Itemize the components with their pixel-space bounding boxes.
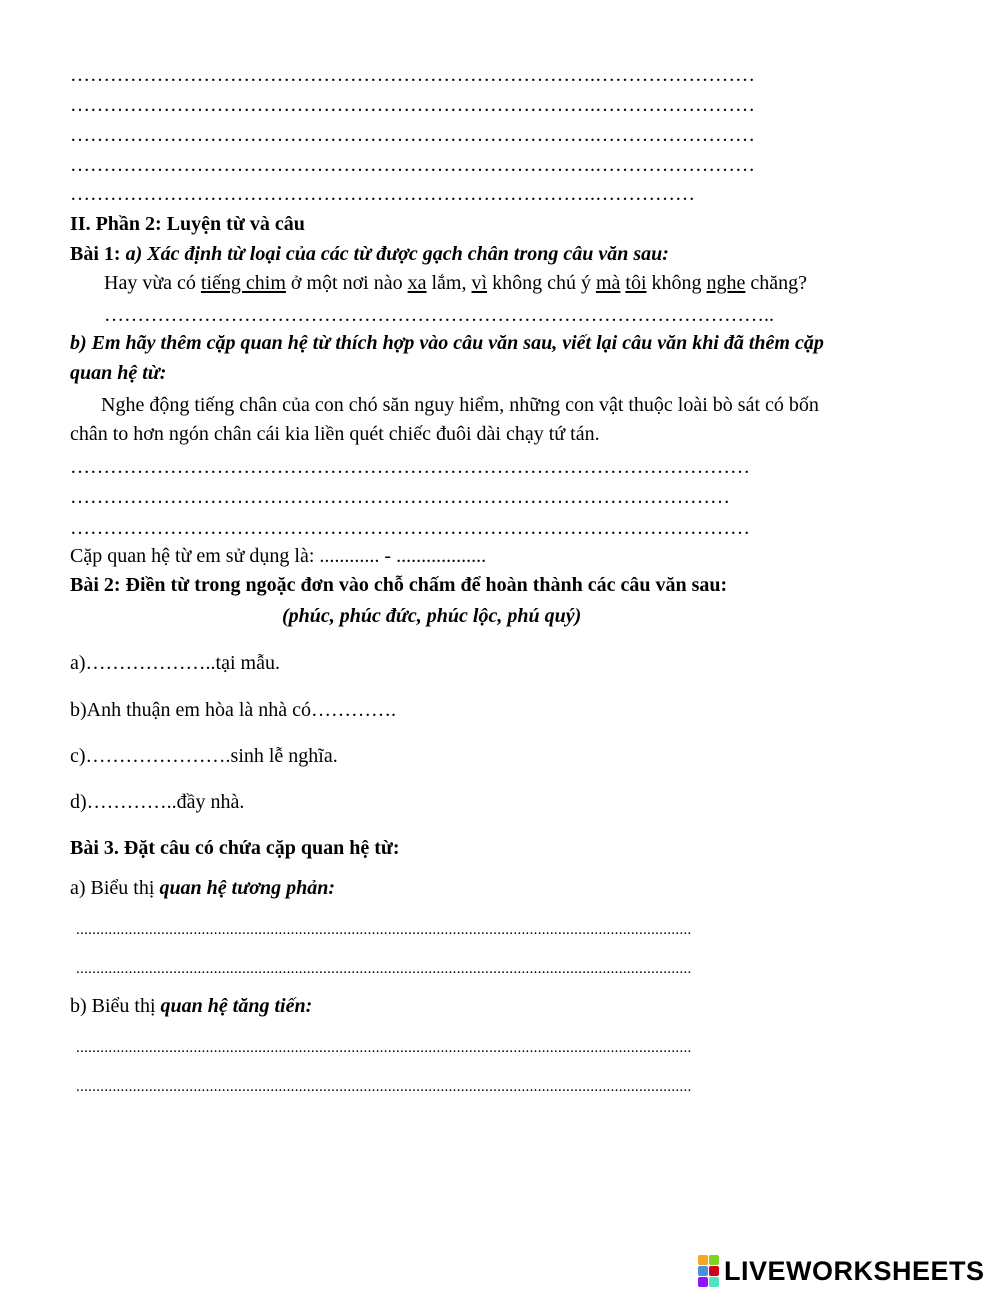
logo-block — [709, 1277, 719, 1287]
sentence-text: không — [646, 272, 707, 294]
underlined-word: vì — [471, 272, 488, 294]
liveworksheets-logo — [698, 1256, 985, 1286]
answer-line-3[interactable]: …………………………………………………………………….…………………… — [70, 124, 755, 146]
underlined-word: tôi — [625, 272, 647, 294]
bai2-item-d[interactable]: d)…………..đầy nhà. — [70, 791, 245, 813]
bai1-answer-line-a[interactable]: ……………………………………………………………………………………….. — [104, 304, 774, 326]
logo-block — [709, 1255, 719, 1265]
bai1-part-a-prompt: a) Xác định từ loại của các từ được gạch chân trong câu văn sau: — [125, 243, 669, 265]
answer-line-4[interactable]: …………………………………………………………………….…………………… — [70, 154, 755, 176]
bai1-answer-line-b2[interactable]: ……………………………………………………………………………………… — [70, 486, 730, 508]
bai3-a-line-2[interactable]: ........................................................................................................................................................ — [76, 961, 692, 977]
bai3-b-line-2[interactable]: ........................................................................................................................................................ — [76, 1079, 692, 1095]
logo-block — [698, 1266, 708, 1276]
liveworksheets-logo-text: LIVEWORKSHEETS — [724, 1255, 985, 1286]
bai3-heading: Bài 3. Đặt câu có chứa cặp quan hệ từ: — [70, 837, 400, 859]
bai1-passage-line-2: chân to hơn ngón chân cái kia liền quét chiếc đuôi dài chạy tứ tán. — [70, 423, 600, 445]
logo-block — [709, 1266, 719, 1276]
bai3-a-prompt — [70, 875, 335, 901]
logo-block — [698, 1277, 708, 1287]
bai1-sentence — [104, 270, 807, 296]
bai1-passage-line-1: Nghe động tiếng chân của con chó săn nguy hiểm, những con vật thuộc loài bò sát có bốn — [101, 394, 819, 416]
sentence-text: không chú ý — [487, 272, 596, 294]
bai1-part-b-prompt-2: quan hệ từ: — [70, 362, 167, 384]
underlined-word: xa — [407, 272, 427, 294]
bai3-b-prompt — [70, 993, 312, 1019]
bai1-prompt-a — [70, 241, 669, 267]
bai1-part-b-prompt-1: b) Em hãy thêm cặp quan hệ từ thích hợp vào câu văn sau, viết lại câu văn khi đã thêm cặp — [70, 332, 824, 354]
answer-line-5[interactable]: …………………………………………………………………….…………… — [70, 183, 695, 205]
underlined-word: mà — [595, 272, 621, 294]
bai1-answer-line-b1[interactable]: ………………………………………………………………………………………… — [70, 456, 750, 478]
bai3-b-emphasis: quan hệ tăng tiến: — [160, 995, 313, 1017]
bai1-pair-used[interactable]: Cặp quan hệ từ em sử dụng là: ............ - .................. — [70, 545, 487, 567]
underlined-word: nghe — [706, 272, 746, 294]
bai2-heading: Bài 2: Điền từ trong ngoặc đơn vào chỗ chấm để hoàn thành các câu văn sau: — [70, 574, 728, 596]
sentence-text: chăng? — [745, 272, 808, 294]
logo-block — [698, 1255, 708, 1265]
answer-line-1[interactable]: …………………………………………………………………….…………………… — [70, 64, 755, 86]
sentence-text: Hay vừa có — [104, 272, 201, 294]
bai2-item-a[interactable]: a)………………..tại mẫu. — [70, 652, 280, 674]
bai3-b-line-1[interactable]: ........................................................................................................................................................ — [76, 1040, 692, 1056]
sentence-text: ở một nơi nào — [285, 272, 408, 294]
section-heading: II. Phần 2: Luyện từ và câu — [70, 213, 305, 235]
bai1-answer-line-b3[interactable]: ………………………………………………………………………………………… — [70, 517, 750, 539]
sentence-text: lắm, — [426, 272, 472, 294]
liveworksheets-logo-icon — [698, 1255, 719, 1287]
bai3-a-prefix: a) Biểu thị — [70, 877, 160, 899]
answer-line-2[interactable]: …………………………………………………………………….…………………… — [70, 94, 755, 116]
bai1-label: Bài 1: — [70, 243, 121, 265]
bai3-a-line-1[interactable]: ........................................................................................................................................................ — [76, 922, 692, 938]
bai3-a-emphasis: quan hệ tương phản: — [159, 877, 335, 899]
underlined-word: tiếng chim — [200, 272, 286, 294]
bai2-item-b[interactable]: b)Anh thuận em hòa là nhà có…………. — [70, 699, 397, 721]
bai3-b-prefix: b) Biểu thị — [70, 995, 161, 1017]
bai2-options: (phúc, phúc đức, phúc lộc, phú quý) — [282, 605, 582, 627]
bai2-item-c[interactable]: c)………………….sinh lễ nghĩa. — [70, 745, 338, 767]
